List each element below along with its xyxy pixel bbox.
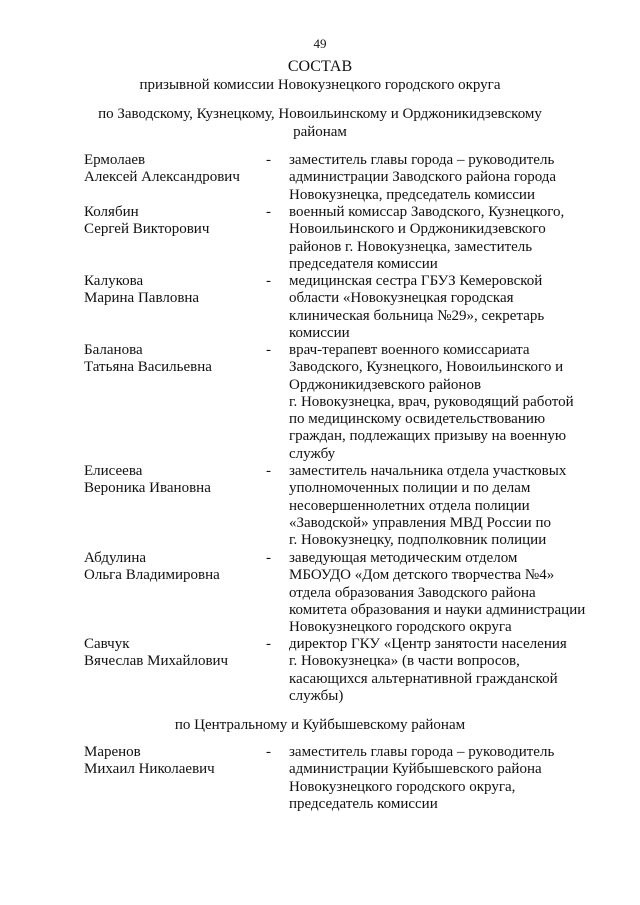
member-role xyxy=(289,463,589,549)
section-heading-line: районам xyxy=(293,124,347,140)
member-name xyxy=(84,342,259,377)
member-surname: Абдулина xyxy=(84,550,146,566)
member-name xyxy=(84,152,259,187)
role-line: директор ГКУ «Центр занятости населения xyxy=(289,636,567,652)
page-number: 49 xyxy=(313,36,327,51)
section-heading xyxy=(0,105,640,141)
member-name xyxy=(84,550,259,585)
role-line: граждан, подлежащих призыву на военную xyxy=(289,428,567,445)
member-surname: Колябин xyxy=(84,204,139,220)
member-name xyxy=(84,273,259,308)
member-name xyxy=(84,636,259,671)
role-line: заведующая методическим отделом xyxy=(289,550,518,566)
member-surname: Маренов xyxy=(84,744,141,760)
member-given-names: Алексей Александрович xyxy=(84,169,240,186)
member-role xyxy=(289,204,589,273)
role-line: отдела образования Заводского района xyxy=(289,584,536,601)
role-line: комитета образования и науки администрации xyxy=(289,601,586,618)
role-line: заместитель начальника отдела участковых xyxy=(289,463,567,479)
role-line: г. Новокузнецку, подполковник полиции xyxy=(289,532,547,549)
member-dash: - xyxy=(266,273,271,289)
member-surname: Елисеева xyxy=(84,463,143,479)
member-given-names: Вячеслав Михайлович xyxy=(84,653,229,670)
role-line: клиническая больница №29», секретарь xyxy=(289,307,545,324)
section-heading-line: по Центральному и Куйбышевскому районам xyxy=(174,717,466,733)
role-line: области «Новокузнецкая городская xyxy=(289,290,514,307)
role-line: касающихся альтернативной гражданской xyxy=(289,670,558,687)
member-role xyxy=(289,636,589,705)
role-line: Орджоникидзевского районов xyxy=(289,376,482,393)
role-line: администрации Куйбышевского района xyxy=(289,761,542,778)
member-dash: - xyxy=(266,204,271,220)
member-dash: - xyxy=(266,636,271,652)
role-line: Новокузнецкого городского округа, xyxy=(289,778,516,795)
role-line: г. Новокузнецка» (в части вопросов, xyxy=(289,653,520,670)
role-line: заместитель главы города – руководитель xyxy=(289,744,555,760)
role-line: председателя комиссии xyxy=(289,255,438,272)
member-surname: Ермолаев xyxy=(84,152,146,168)
member-surname: Савчук xyxy=(84,636,130,652)
member-role xyxy=(289,744,589,813)
member-given-names: Марина Павловна xyxy=(84,290,200,307)
member-surname: Калукова xyxy=(84,273,144,289)
document-title: СОСТАВ xyxy=(287,58,353,75)
member-role xyxy=(289,152,589,204)
role-line: Новоильинского и Орджоникидзевского xyxy=(289,221,546,238)
member-surname: Баланова xyxy=(84,342,143,358)
role-line: службу xyxy=(289,445,336,462)
role-line: г. Новокузнецка, врач, руководящий работой xyxy=(289,393,574,410)
role-line: уполномоченных полиции и по делам xyxy=(289,480,531,497)
section-heading xyxy=(0,716,640,734)
member-dash: - xyxy=(266,550,271,566)
document-subtitle: призывной комиссии Новокузнецкого городского округа xyxy=(139,77,501,93)
member-given-names: Ольга Владимировна xyxy=(84,567,220,584)
role-line: Новокузнецка, председатель комиссии xyxy=(289,186,535,203)
role-line: заместитель главы города – руководитель xyxy=(289,152,555,168)
role-line: районов г. Новокузнецка, заместитель xyxy=(289,238,533,255)
role-line: службы) xyxy=(289,687,344,704)
section-heading-line: по Заводскому, Кузнецкому, Новоильинскому и Орджоникидзевскому xyxy=(98,106,542,122)
role-line: МБОУДО «Дом детского творчества №4» xyxy=(289,567,555,584)
role-line: врач-терапевт военного комиссариата xyxy=(289,342,530,358)
member-name xyxy=(84,463,259,498)
member-dash: - xyxy=(266,342,271,358)
role-line: военный комиссар Заводского, Кузнецкого, xyxy=(289,204,565,220)
member-dash: - xyxy=(266,463,271,479)
member-dash: - xyxy=(266,152,271,168)
role-line: Заводского, Кузнецкого, Новоильинского и xyxy=(289,359,564,376)
role-line: медицинская сестра ГБУЗ Кемеровской xyxy=(289,273,543,289)
member-given-names: Михаил Николаевич xyxy=(84,761,215,778)
member-dash: - xyxy=(266,744,271,760)
member-given-names: Сергей Викторович xyxy=(84,221,210,238)
member-name xyxy=(84,204,259,239)
role-line: администрации Заводского района города xyxy=(289,169,557,186)
role-line: «Заводской» управления МВД России по xyxy=(289,514,551,531)
member-given-names: Татьяна Васильевна xyxy=(84,359,212,376)
role-line: Новокузнецкого городского округа xyxy=(289,619,512,636)
member-given-names: Вероника Ивановна xyxy=(84,480,211,497)
role-line: комиссии xyxy=(289,324,350,341)
role-line: председатель комиссии xyxy=(289,795,438,812)
member-role xyxy=(289,342,589,463)
role-line: несовершеннолетних отдела полиции xyxy=(289,497,530,514)
member-role xyxy=(289,550,589,636)
member-role xyxy=(289,273,589,342)
role-line: по медицинскому освидетельствованию xyxy=(289,411,546,428)
member-name xyxy=(84,744,259,779)
